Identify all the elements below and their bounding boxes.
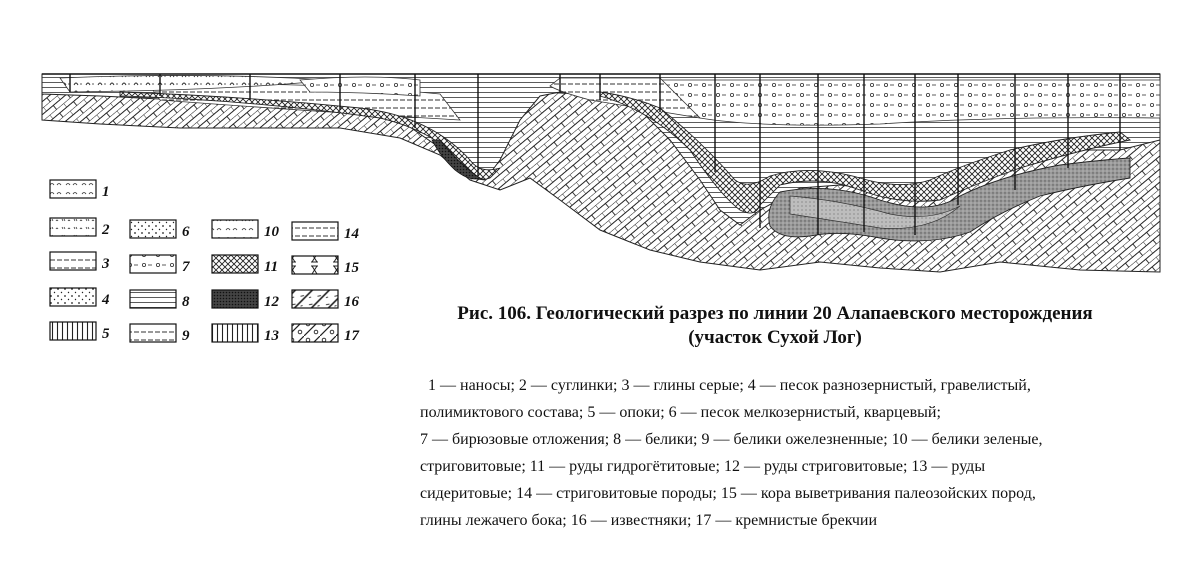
legend-num-2: 2 [102,222,110,238]
legend-swatch-16 [292,290,338,308]
legend-line-3: 7 — бирюзовые отложения; 8 — белики; 9 — белики ожелезненные; 10 — белики зеленые, [420,431,1043,448]
legend-description [420,372,1120,534]
legend-line-2: полимиктового состава; 5 — опоки; 6 — песок мелкозернистый, кварцевый; [420,404,941,421]
legend-swatch-5 [50,322,96,340]
legend-swatch-8 [130,290,176,308]
legend-swatches [50,180,360,344]
legend-swatch-10 [212,220,258,238]
legend-swatch-15 [292,256,338,274]
legend-num-3: 3 [102,256,110,272]
legend-swatch-2 [50,218,96,236]
legend-line-5: сидеритовые; 14 — стриговитовые породы; 15 — кора выветривания палеозойских пород, [420,485,1036,502]
legend-swatch-4 [50,288,96,306]
legend-num-4: 4 [102,292,110,308]
legend-swatch-12 [212,290,258,308]
legend-num-10: 10 [264,224,279,240]
legend-swatch-14 [292,222,338,240]
legend-num-8: 8 [182,294,190,310]
legend-num-16: 16 [344,294,359,310]
legend-swatch-1 [50,180,96,198]
legend-swatch-17 [292,324,338,342]
legend-num-17: 17 [344,328,359,344]
legend-swatch-13 [212,324,258,342]
legend-num-5: 5 [102,326,110,342]
legend-num-9: 9 [182,328,190,344]
legend-num-7: 7 [182,259,190,275]
legend-num-14: 14 [344,226,359,242]
legend-num-15: 15 [344,260,359,276]
legend-num-13: 13 [264,328,279,344]
legend-swatch-11 [212,255,258,273]
legend-swatch-6 [130,220,176,238]
cross-section [42,74,1160,272]
figure-caption [380,302,1170,350]
legend-swatch-7 [130,255,176,273]
legend-swatch-9 [130,324,176,342]
legend-num-6: 6 [182,224,190,240]
legend-swatch-3 [50,252,96,270]
legend-line-6: глины лежачего бока; 16 — известняки; 17 — кремнистые брекчии [420,512,878,529]
caption-line-2: (участок Сухой Лог) [688,327,862,348]
legend-num-1: 1 [102,184,110,200]
legend-line-1: 1 — наносы; 2 — суглинки; 3 — глины серые; 4 — песок разнозернистый, гравелистый, [428,377,1031,394]
legend-line-4: стриговитовые; 11 — руды гидрогётитовые; 12 — руды стриговитовые; 13 — руды [420,458,986,475]
caption-line-1: Рис. 106. Геологический разрез по линии 20 Алапаевского месторождения [457,303,1093,324]
legend-num-11: 11 [264,259,279,275]
legend-num-12: 12 [264,294,279,310]
